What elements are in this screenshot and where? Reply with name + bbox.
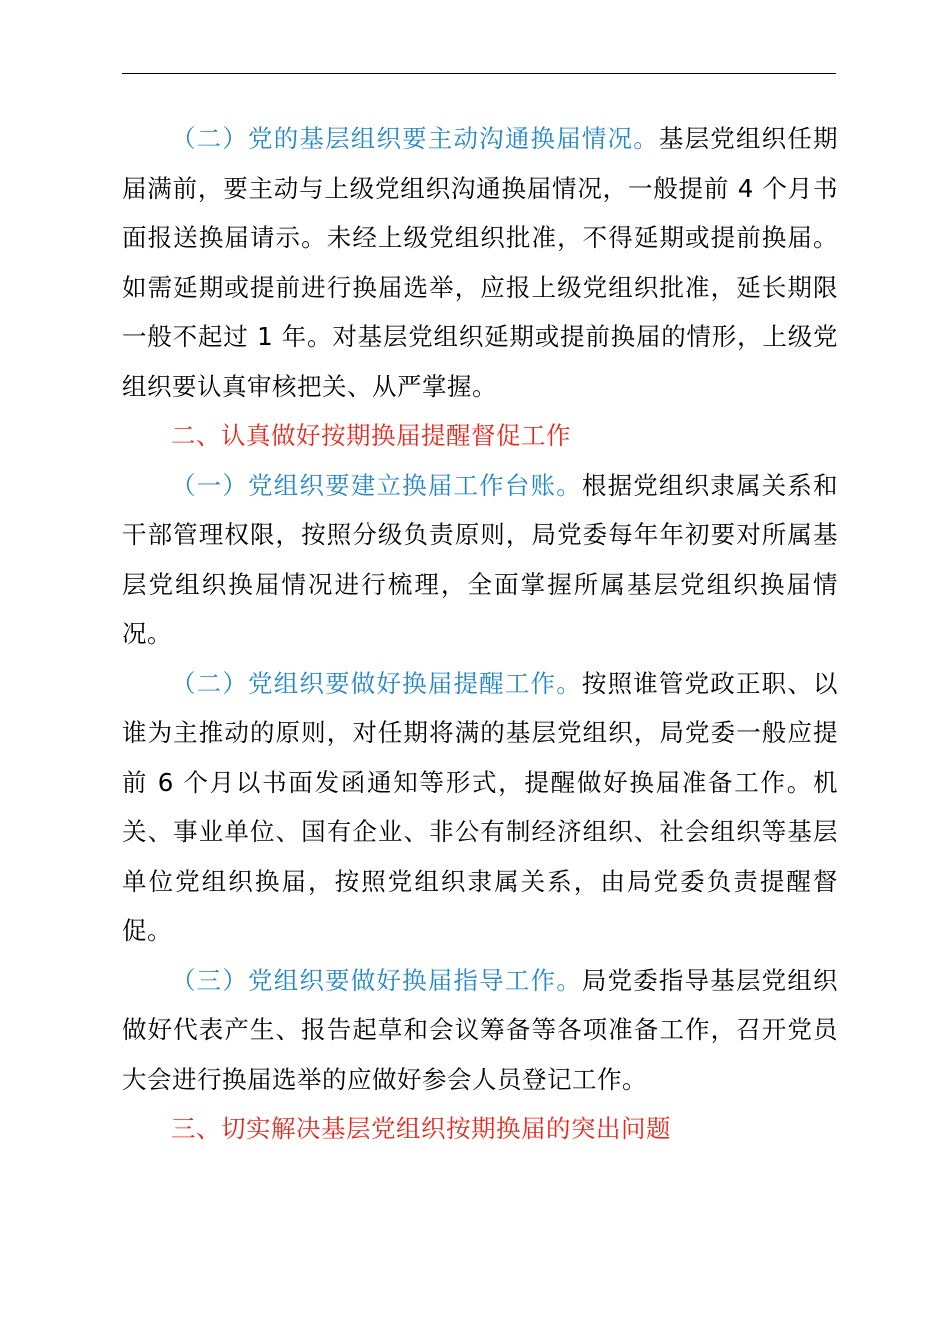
subheading-ledger: （一）党组织要建立换届工作台账。 <box>171 470 582 500</box>
section-heading-3: 三、切实解决基层党组织按期换届的突出问题 <box>171 1114 671 1143</box>
paragraph-ledger <box>122 461 838 659</box>
paragraph-text: 局党委指导基层党组织做好代表产生、报告起草和会议筹备等各项准备工作，召开党员大会进行换届选举的应做好参会人员登记工作。 <box>122 965 839 1094</box>
subheading-guidance: （三）党组织要做好换届指导工作。 <box>171 965 582 995</box>
section-heading-2: 二、认真做好按期换届提醒督促工作 <box>171 421 571 450</box>
header-rule <box>122 73 836 74</box>
paragraph-reminder <box>122 659 838 956</box>
subheading-reminder: （二）党组织要做好换届提醒工作。 <box>171 668 582 698</box>
paragraph-guidance <box>122 956 838 1105</box>
subheading-communicate: （二）党的基层组织要主动沟通换届情况。 <box>171 124 659 153</box>
paragraph-text: 根据党组织隶属关系和干部管理权限，按照分级负责原则，局党委每年年初要对所属基层党组织换届情况进行梳理，全面掌握所属基层党组织换届情况。 <box>122 470 839 648</box>
paragraph-text: 按照谁管党政正职、以谁为主推动的原则，对任期将满的基层党组织，局党委一般应提前 6 个月以书面发函通知等形式，提醒做好换届准备工作。机关、事业单位、国有企业、非公有制经济组织、社会组织等基层单位党组织换届，按照党组织隶属关系，由局党委负责提醒督促。 <box>122 668 839 945</box>
document-body <box>122 114 838 1154</box>
paragraph-text: 基层党组织任期届满前，要主动与上级党组织沟通换届情况，一般提前 4 个月书面报送换届请示。未经上级党组织批准，不得延期或提前换届。如需延期或提前进行换届选举，应报上级党组织批准，延长期限一般不起过 1 年。对基层党组织延期或提前换届的情形，上级党组织要认真审核把关、从严掌握。 <box>122 124 839 401</box>
paragraph-communicate <box>122 114 838 411</box>
